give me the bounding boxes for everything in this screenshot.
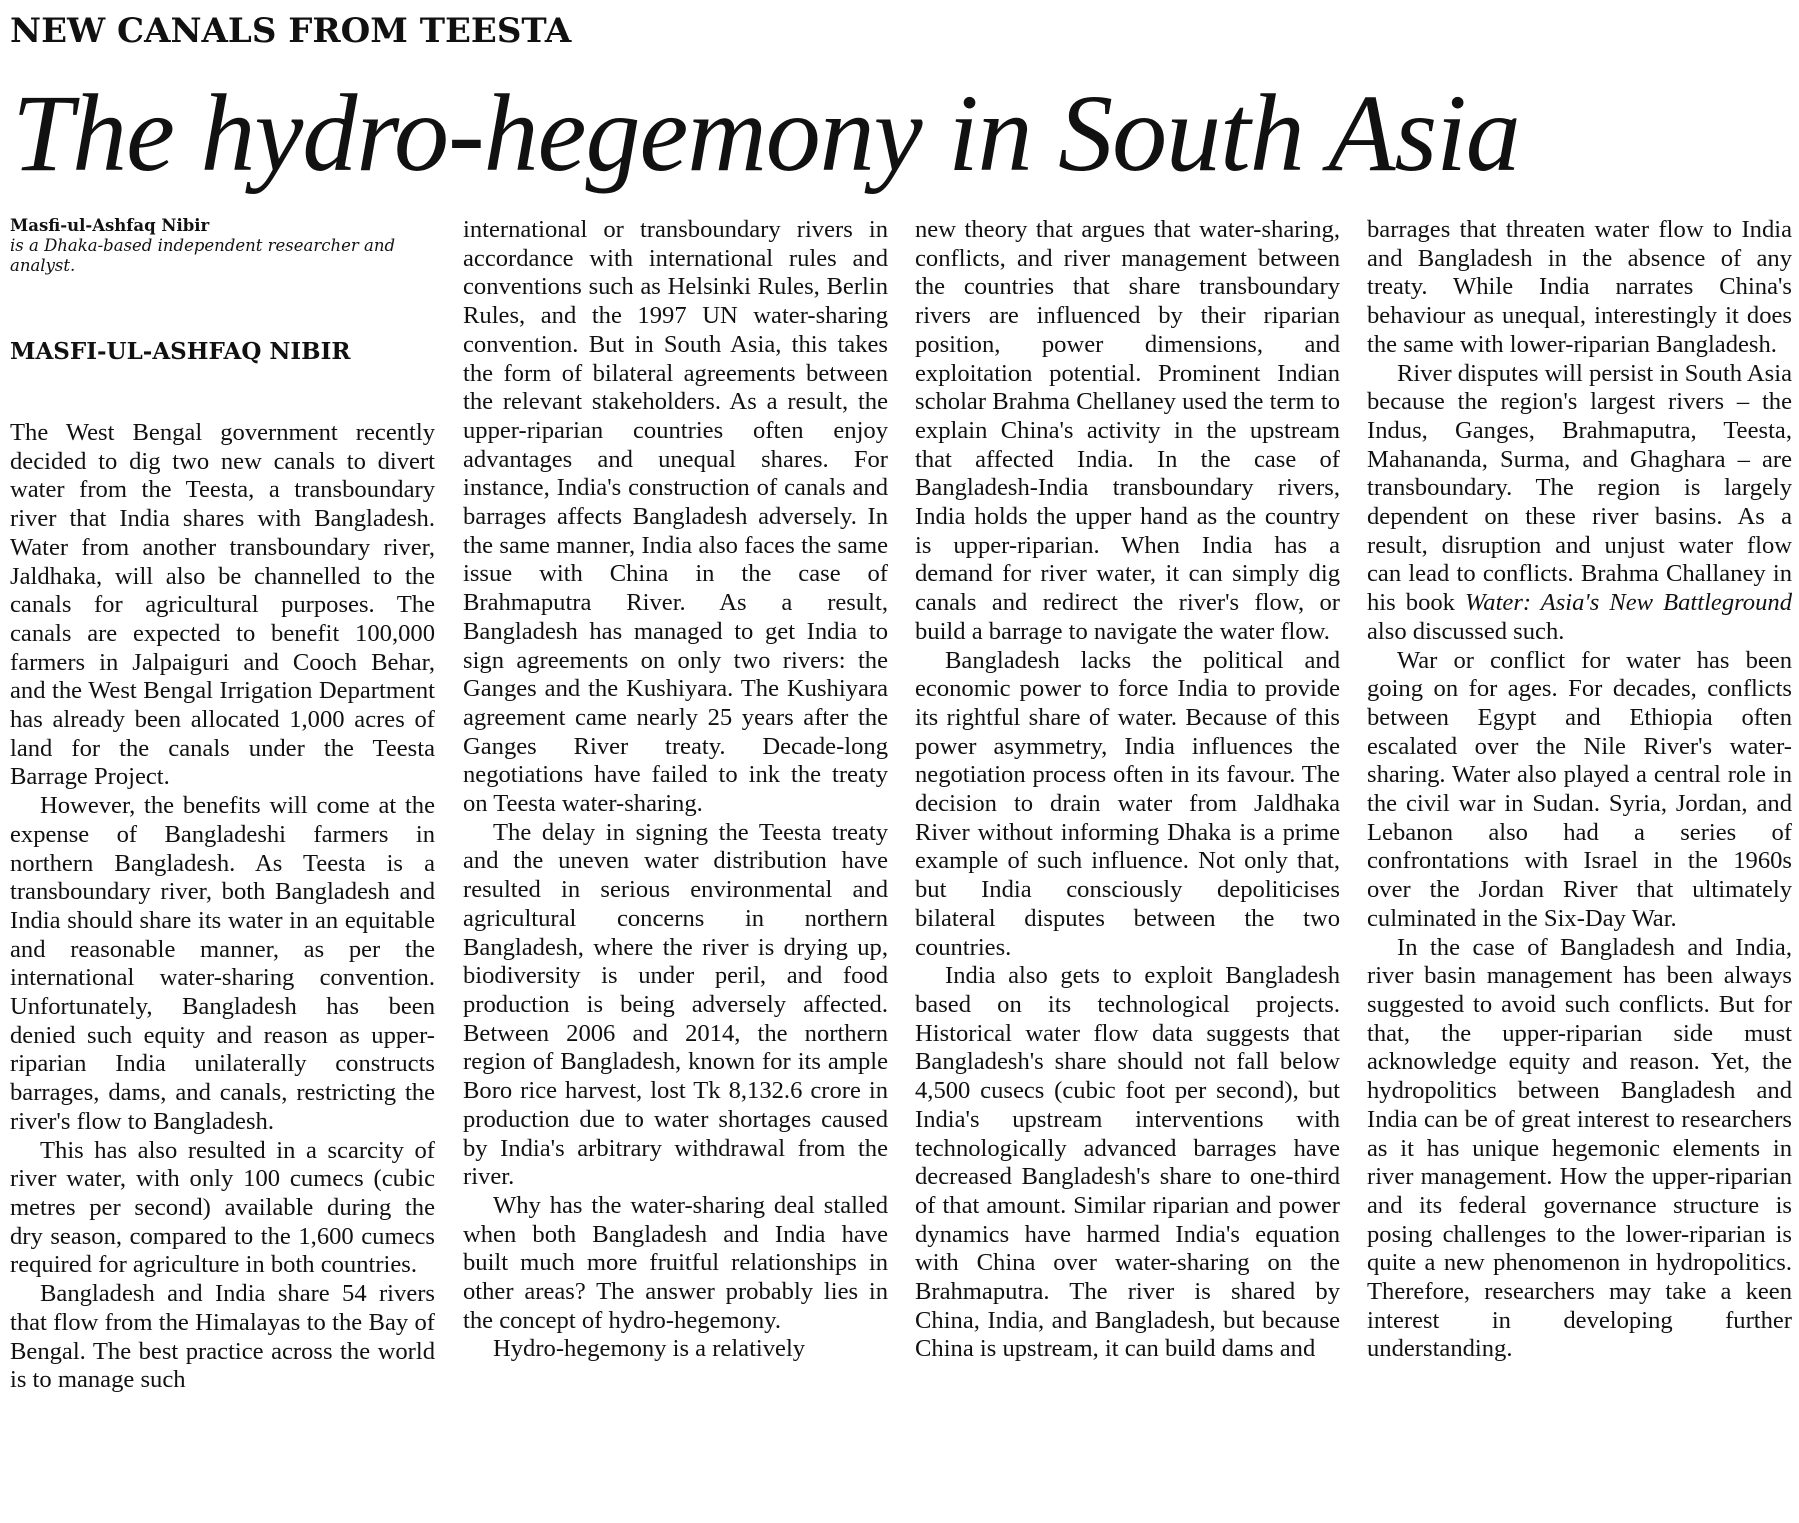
paragraph-3: This has also resulted in a scarcity of river water, with only 100 cumecs (cubic metres per second) available during the dry season, compared to the 1,600 cumecs required for agriculture in both countries. (10, 1136, 435, 1279)
paragraph-6: Why has the water-sharing deal stalled when both Bangladesh and India have built much more fruitful relationships in other areas? The answer probably lies in the concept of hydro-hegemony. (463, 1191, 888, 1334)
column-4 (1367, 216, 1792, 1516)
paragraph-4-start: Bangladesh and India share 54 rivers that flow from the Himalayas to the Bay of Bengal. The best practice across the world is to manage such (10, 1280, 435, 1394)
headline: The hydro-hegemony in South Asia (12, 72, 1520, 194)
paragraph-10-text: River disputes will persist in South Asia because the region's largest rivers – the Indus, Ganges, Brahmaputra, Teesta, Mahananda, Surma, and Ghaghara – are transboundary. The region is largely dependent on these river basins. As a result, disruption and unjust water flow can lead to conflicts. Brahma Challaney in his book (1367, 359, 1792, 617)
paragraph-2: However, the benefits will come at the expense of Bangladeshi farmers in northern Bangladesh. As Teesta is a transboundary river, both Bangladesh and India should share its water in an equitable and reasonable manner, as per the international water-sharing convention. Unfortunately, Bangladesh has been denied such equity and reason as upper-riparian India unilaterally constructs barrages, dams, and canals, restricting the river's flow to Bangladesh. (10, 792, 435, 1135)
column-1 (10, 216, 435, 1516)
paragraph-1: The West Bengal government recently decided to dig two new canals to divert water from the Teesta, a transboundary river that India shares with Bangladesh. Water from another transboundary river, Jaldhaka, will also be channelled to the canals for agricultural purposes. The canals are expected to benefit 100,000 farmers in Jalpaiguri and Cooch Behar, and the West Bengal Irrigation Department has already been allocated 1,000 acres of land for the canals under the Teesta Barrage Project. (10, 419, 435, 791)
paragraph-4-continued: international or transboundary rivers in accordance with international rules and conventions such as Helsinki Rules, Berlin Rules, and the 1997 UN water-sharing convention. But in South Asia, this takes the form of bilateral agreements between the relevant stakeholders. As a result, the upper-riparian countries often enjoy advantages and unequal shares. For instance, India's construction of canals and barrages affects Bangladesh adversely. In the same manner, India also faces the same issue with China in the case of Brahmaputra River. As a result, Bangladesh has managed to get India to sign agreements on only two rivers: the Ganges and the Kushiyara. The Kushiyara agreement came nearly 25 years after the Ganges River treaty. Decade-long negotiations have failed to ink the treaty on Teesta water-sharing. (463, 216, 888, 818)
author-bio (10, 216, 435, 276)
paragraph-11: War or conflict for water has been going on for ages. For decades, conflicts between Egypt and Ethiopia often escalated over the Nile River's water-sharing. Water also played a central role in the civil war in Sudan. Syria, Jordan, and Lebanon also had a series of confrontations with Israel in the 1960s over the Jordan River that ultimately culminated in the Six-Day War. (1367, 646, 1792, 932)
paragraph-9-continued: barrages that threaten water flow to India and Bangladesh in the absence of any treaty. While India narrates China's behaviour as unequal, interestingly it does the same with lower-riparian Bangladesh. (1367, 216, 1792, 358)
paragraph-8: Bangladesh lacks the political and economic power to force India to provide its rightful share of water. Because of this power asymmetry, India influences the negotiation process often in its favour. The decision to drain water from Jaldhaka River without informing Dhaka is a prime example of such influence. Not only that, but India consciously depoliticises bilateral disputes between the two countries. (915, 646, 1340, 961)
bio-name: Masfi-ul-Ashfaq Nibir (10, 216, 210, 235)
paragraph-10-end: also discussed such. (1367, 617, 1565, 645)
book-title: Water: Asia's New Battleground (1465, 589, 1792, 617)
paragraph-12: In the case of Bangladesh and India, river basin management has been always suggested to avoid such conflicts. But for that, the upper-riparian side must acknowledge equity and reason. Yet, the hydropolitics between Bangladesh and India can be of great interest to researchers as it has unique hegemonic elements in river management. How the upper-riparian and its federal governance structure is posing challenges to the lower-riparian is quite a new phenomenon in hydropolitics. Therefore, researchers may take a keen interest in developing further understanding. (1367, 933, 1792, 1363)
paragraph-5: The delay in signing the Teesta treaty and the uneven water distribution have resulted in serious environmental and agricultural concerns in northern Bangladesh, where the river is drying up, biodiversity is under peril, and food production is being adversely affected. Between 2006 and 2014, the northern region of Bangladesh, known for its ample Boro rice harvest, lost Tk 8,132.6 crore in production due to water shortages caused by India's arbitrary withdrawal from the river. (463, 818, 888, 1191)
paragraph-7-start: Hydro-hegemony is a relatively (493, 1335, 806, 1363)
paragraph-10 (1367, 360, 1792, 647)
paragraph-7-continued: new theory that argues that water-sharing, conflicts, and river management between the countries that share transboundary rivers are influenced by their riparian position, power dimensions, and exploitation potential. Prominent Indian scholar Brahma Chellaney used the term to explain China's activity in the upstream that affected India. In the case of Bangladesh-India transboundary rivers, India holds the upper hand as the country is upper-riparian. When India has a demand for river water, it can simply dig canals and redirect the river's flow, or build a barrage to navigate the water flow. (915, 216, 1340, 645)
column-2 (463, 216, 888, 1516)
bio-description: is a Dhaka-based independent researcher and analyst. (10, 236, 396, 275)
column-3 (915, 216, 1340, 1516)
paragraph-9-start: India also gets to exploit Bangladesh based on its technological projects. Historical water flow data suggests that Bangladesh's share should not fall below 4,500 cusecs (cubic foot per second), but India's upstream interventions with technologically advanced barrages have decreased Bangladesh's share to one-third of that amount. Similar riparian and power dynamics have harmed India's equation with China over water-sharing on the Brahmaputra. The river is shared by China, India, and Bangladesh, but because China is upstream, it can build dams and (915, 962, 1340, 1363)
byline: MASFI-UL-ASHFAQ NIBIR (10, 338, 351, 365)
kicker: NEW CANALS FROM TEESTA (10, 11, 572, 51)
